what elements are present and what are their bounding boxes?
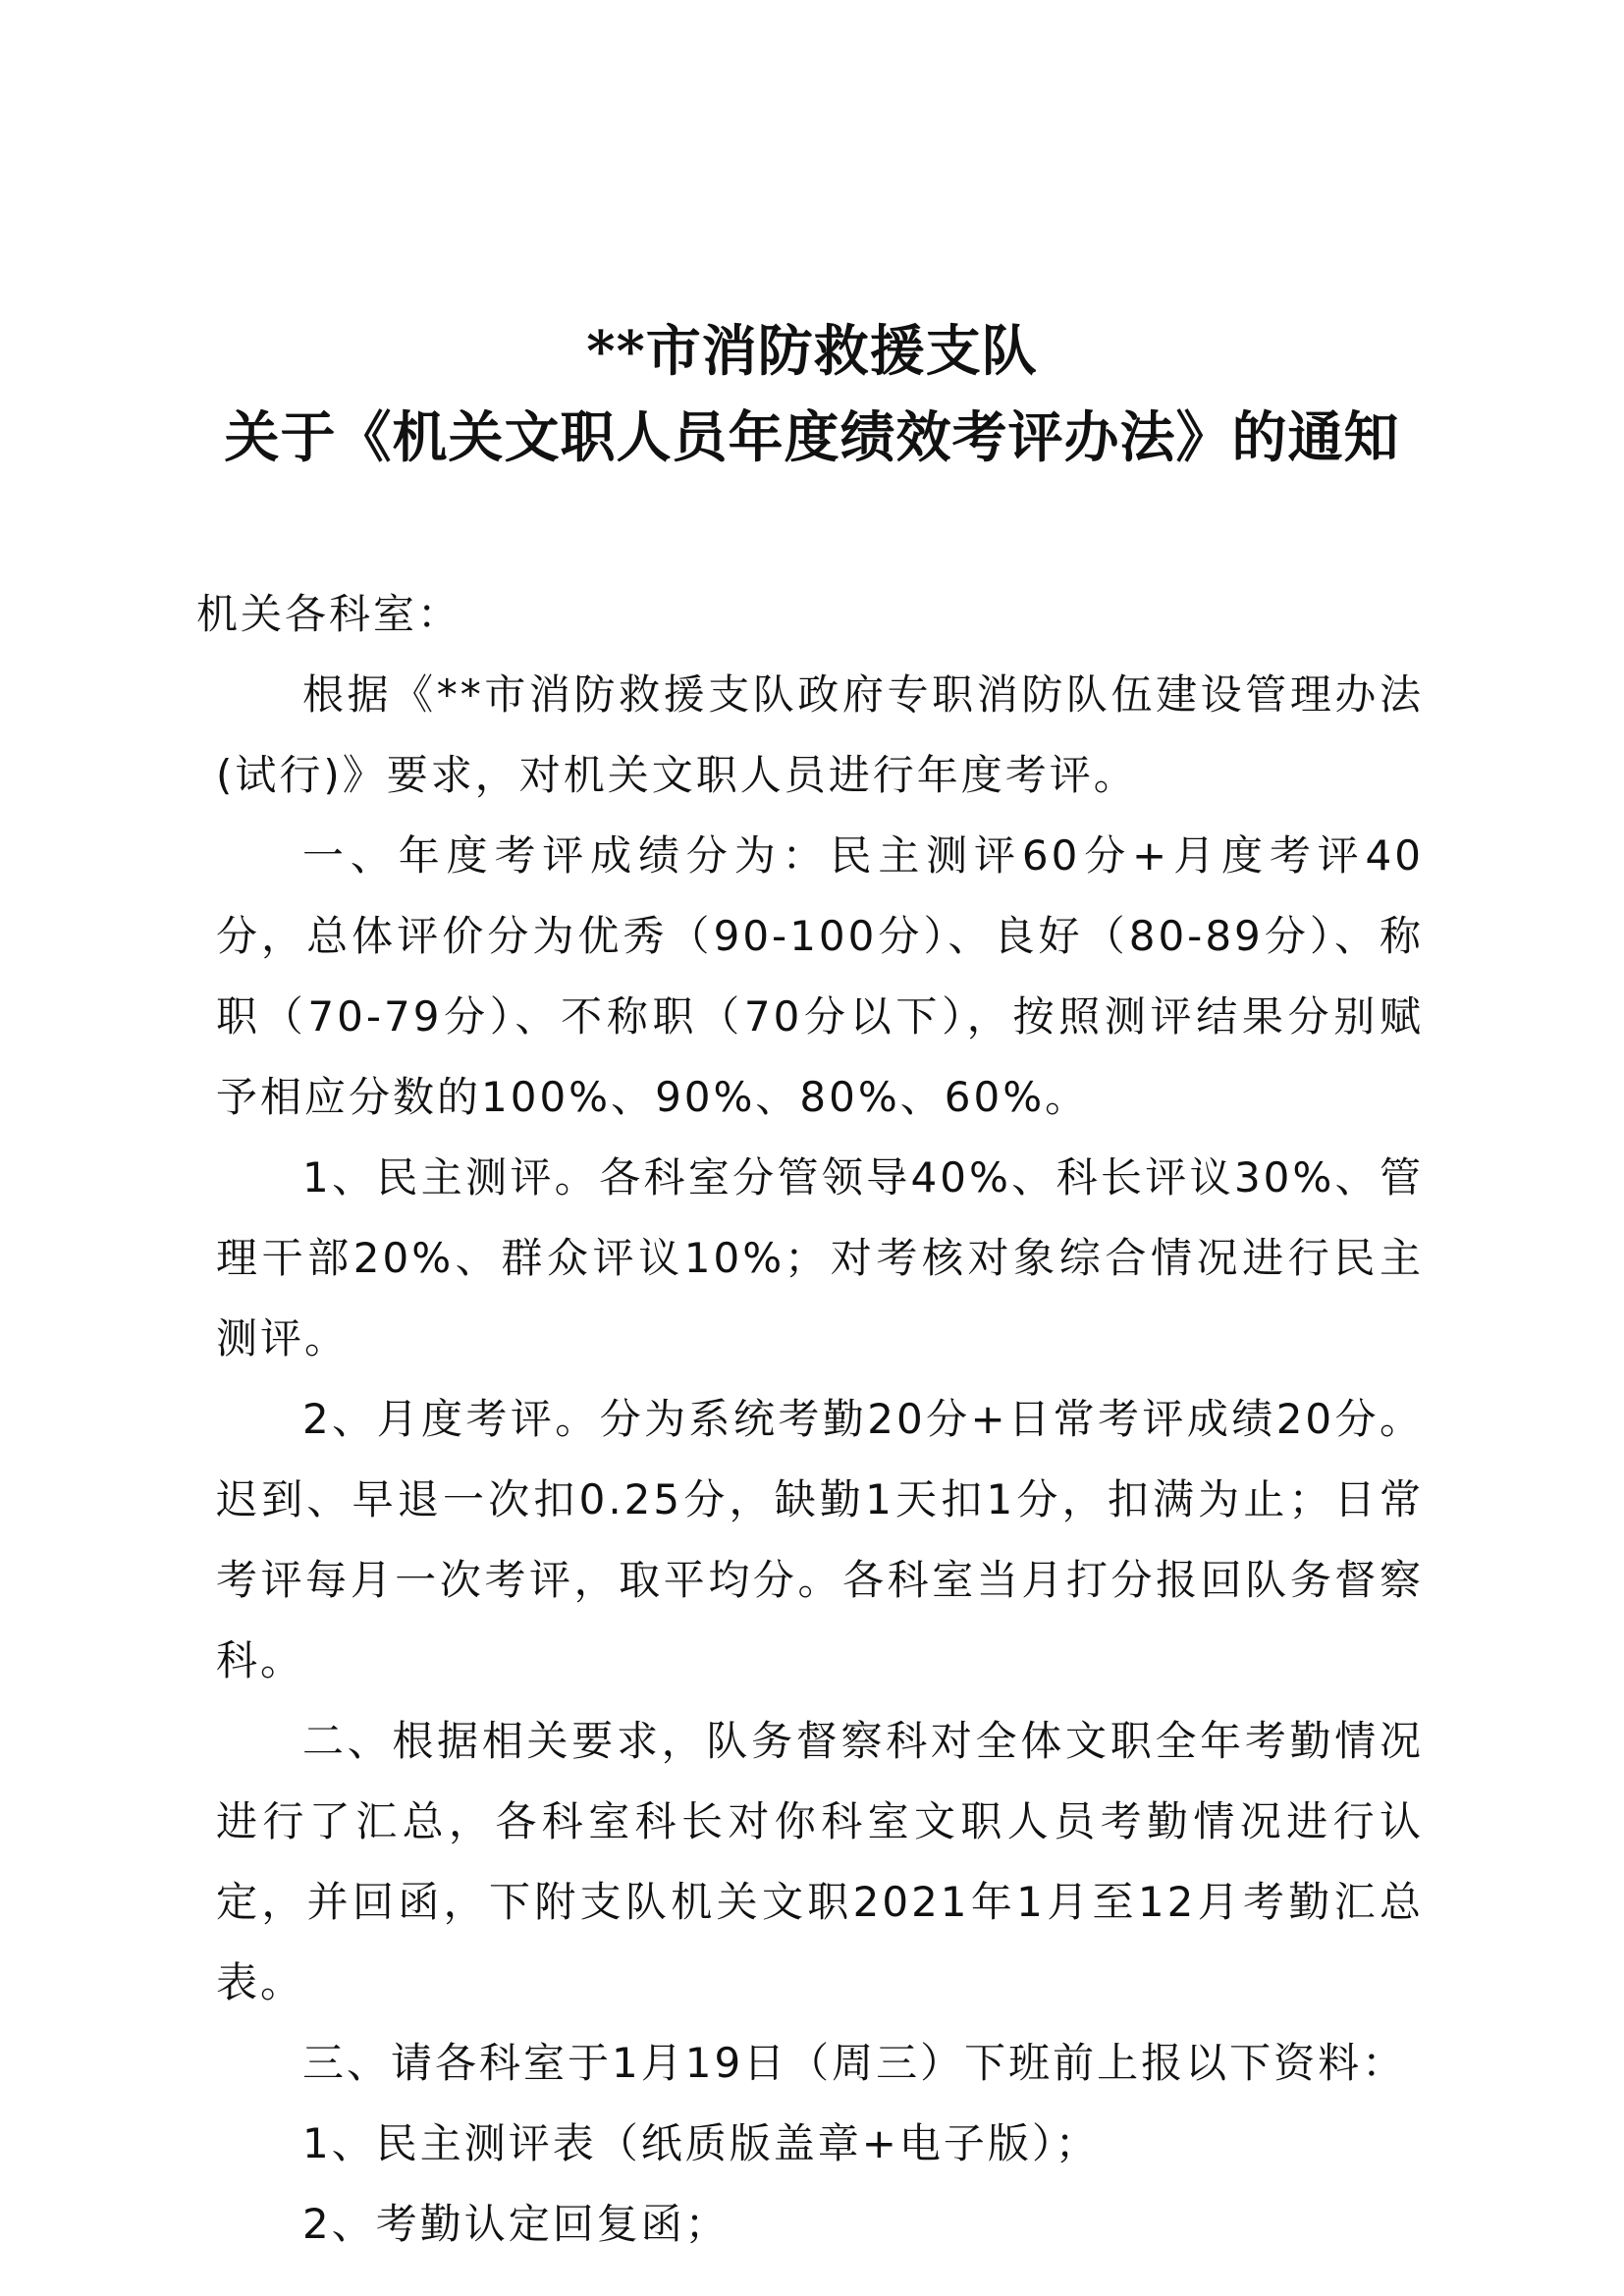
salutation: 机关各科室： xyxy=(196,590,462,638)
title-line-2: 关于《机关文职人员年度绩效考评办法》的通知 xyxy=(224,405,1400,470)
list-item-2: 2、考勤认定回复函； xyxy=(302,2200,730,2248)
paragraph-basis: 根据《**市消防救援支队政府专职消防队伍建设管理办法(试行)》要求，对机关文职人员进行年度考评。 xyxy=(216,670,1424,799)
paragraph-democratic-evaluation: 1、民主测评。各科室分管领导40%、科长评议30%、管理干部20%、群众评议10%；对考核对象综合情况进行民主测评。 xyxy=(216,1153,1424,1362)
title-line-1: **市消防救援支队 xyxy=(586,319,1038,384)
document-body xyxy=(216,655,1424,2265)
paragraph-monthly-evaluation: 2、月度考评。分为系统考勤20分+日常考评成绩20分。迟到、早退一次扣0.25分，缺勤1天扣1分，扣满为止；日常考评每月一次考评，取平均分。各科室当月打分报回队务督察科。 xyxy=(216,1395,1424,1684)
paragraph-section-3: 三、请各科室于1月19日（周三）下班前上报以下资料： xyxy=(302,2039,1407,2087)
paragraph-section-2: 二、根据相关要求，队务督察科对全体文职全年考勤情况进行了汇总，各科室科长对你科室文职人员考勤情况进行认定，并回函，下附支队机关文职2021年1月至12月考勤汇总表。 xyxy=(216,1717,1424,2006)
paragraph-section-1: 一、年度考评成绩分为：民主测评60分+月度考评40分，总体评价分为优秀（90-100分）、良好（80-89分）、称职（70-79分）、不称职（70分以下），按照测评结果分别赋予相应分数的100%、90%、80%、60%。 xyxy=(216,831,1424,1121)
list-item-1: 1、民主测评表（纸质版盖章+电子版）； xyxy=(302,2119,1100,2167)
